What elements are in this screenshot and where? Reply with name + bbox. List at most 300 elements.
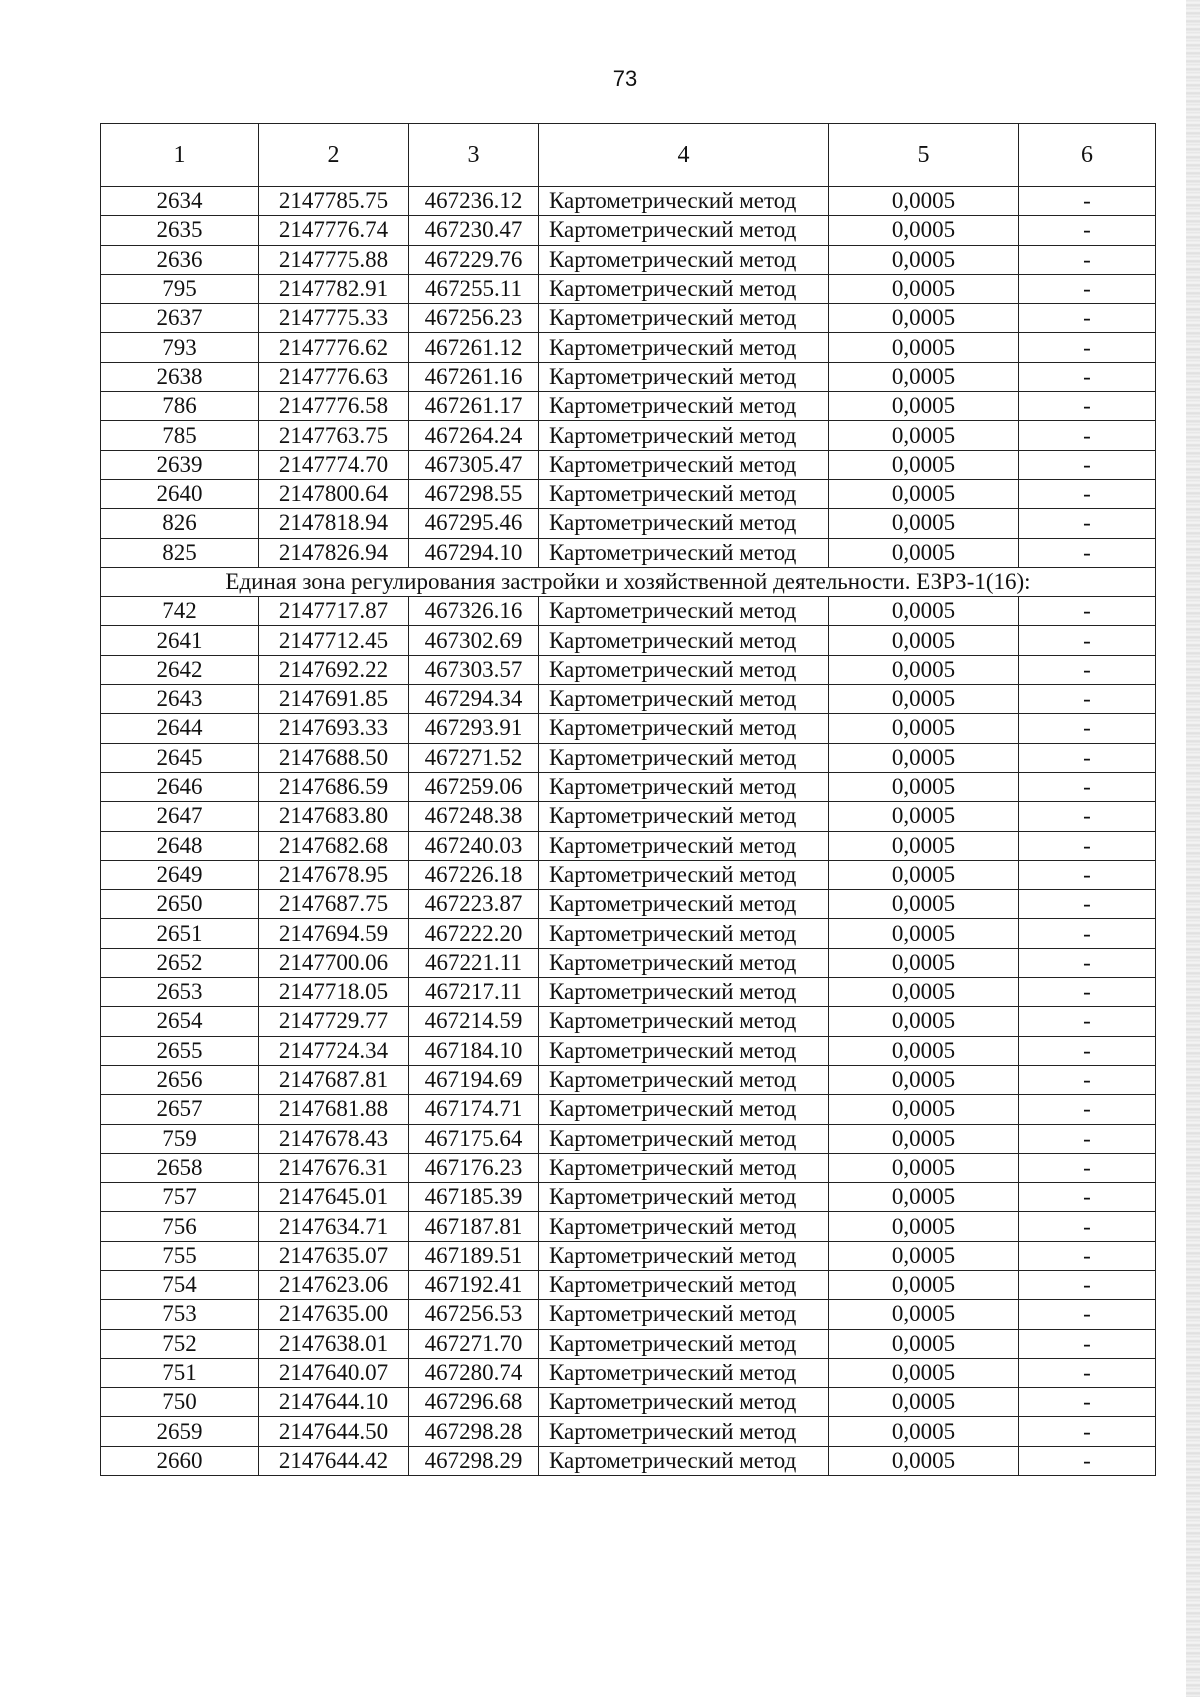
note-cell: -: [1019, 392, 1156, 421]
method-cell: Картометрический метод: [539, 597, 829, 626]
note-cell: -: [1019, 1270, 1156, 1299]
table-row: [101, 1007, 1156, 1036]
accuracy-cell: 0,0005: [829, 1153, 1019, 1182]
accuracy-cell: 0,0005: [829, 1065, 1019, 1094]
x-coordinate-cell: 2147774.70: [259, 450, 409, 479]
x-coordinate-cell: 2147645.01: [259, 1183, 409, 1212]
note-cell: -: [1019, 479, 1156, 508]
x-coordinate-cell: 2147724.34: [259, 1036, 409, 1065]
note-cell: -: [1019, 1241, 1156, 1270]
section-heading: Единая зона регулирования застройки и хозяйственной деятельности. ЕЗРЗ-1(16):: [101, 567, 1156, 596]
column-header: 4: [539, 124, 829, 187]
accuracy-cell: 0,0005: [829, 274, 1019, 303]
x-coordinate-cell: 2147681.88: [259, 1095, 409, 1124]
method-cell: Картометрический метод: [539, 1358, 829, 1387]
x-coordinate-cell: 2147775.88: [259, 245, 409, 274]
table-row: [101, 216, 1156, 245]
y-coordinate-cell: 467221.11: [409, 948, 539, 977]
note-cell: -: [1019, 919, 1156, 948]
table-row: [101, 890, 1156, 919]
point-number-cell: 2659: [101, 1417, 259, 1446]
accuracy-cell: 0,0005: [829, 245, 1019, 274]
x-coordinate-cell: 2147691.85: [259, 685, 409, 714]
y-coordinate-cell: 467184.10: [409, 1036, 539, 1065]
y-coordinate-cell: 467214.59: [409, 1007, 539, 1036]
table-row: [101, 1036, 1156, 1065]
y-coordinate-cell: 467175.64: [409, 1124, 539, 1153]
accuracy-cell: 0,0005: [829, 772, 1019, 801]
point-number-cell: 2641: [101, 626, 259, 655]
method-cell: Картометрический метод: [539, 1388, 829, 1417]
accuracy-cell: 0,0005: [829, 978, 1019, 1007]
point-number-cell: 2643: [101, 685, 259, 714]
table-row: [101, 802, 1156, 831]
accuracy-cell: 0,0005: [829, 1329, 1019, 1358]
accuracy-cell: 0,0005: [829, 362, 1019, 391]
point-number-cell: 2657: [101, 1095, 259, 1124]
accuracy-cell: 0,0005: [829, 626, 1019, 655]
point-number-cell: 755: [101, 1241, 259, 1270]
note-cell: -: [1019, 890, 1156, 919]
y-coordinate-cell: 467223.87: [409, 890, 539, 919]
table-row: [101, 743, 1156, 772]
point-number-cell: 2635: [101, 216, 259, 245]
table-row: [101, 509, 1156, 538]
y-coordinate-cell: 467280.74: [409, 1358, 539, 1387]
x-coordinate-cell: 2147635.07: [259, 1241, 409, 1270]
table-row: [101, 919, 1156, 948]
accuracy-cell: 0,0005: [829, 421, 1019, 450]
point-number-cell: 2634: [101, 187, 259, 216]
x-coordinate-cell: 2147644.50: [259, 1417, 409, 1446]
point-number-cell: 754: [101, 1270, 259, 1299]
table-row: [101, 597, 1156, 626]
accuracy-cell: 0,0005: [829, 1358, 1019, 1387]
accuracy-cell: 0,0005: [829, 919, 1019, 948]
y-coordinate-cell: 467189.51: [409, 1241, 539, 1270]
accuracy-cell: 0,0005: [829, 597, 1019, 626]
accuracy-cell: 0,0005: [829, 509, 1019, 538]
x-coordinate-cell: 2147800.64: [259, 479, 409, 508]
accuracy-cell: 0,0005: [829, 392, 1019, 421]
point-number-cell: 750: [101, 1388, 259, 1417]
y-coordinate-cell: 467226.18: [409, 860, 539, 889]
note-cell: -: [1019, 597, 1156, 626]
note-cell: -: [1019, 1388, 1156, 1417]
note-cell: -: [1019, 538, 1156, 567]
y-coordinate-cell: 467187.81: [409, 1212, 539, 1241]
method-cell: Картометрический метод: [539, 392, 829, 421]
method-cell: Картометрический метод: [539, 1300, 829, 1329]
accuracy-cell: 0,0005: [829, 802, 1019, 831]
x-coordinate-cell: 2147693.33: [259, 714, 409, 743]
point-number-cell: 2654: [101, 1007, 259, 1036]
table-row: [101, 1095, 1156, 1124]
x-coordinate-cell: 2147692.22: [259, 655, 409, 684]
y-coordinate-cell: 467261.17: [409, 392, 539, 421]
note-cell: -: [1019, 1153, 1156, 1182]
method-cell: Картометрический метод: [539, 1183, 829, 1212]
method-cell: Картометрический метод: [539, 450, 829, 479]
point-number-cell: 2647: [101, 802, 259, 831]
point-number-cell: 2639: [101, 450, 259, 479]
point-number-cell: 753: [101, 1300, 259, 1329]
method-cell: Картометрический метод: [539, 479, 829, 508]
point-number-cell: 786: [101, 392, 259, 421]
accuracy-cell: 0,0005: [829, 450, 1019, 479]
x-coordinate-cell: 2147712.45: [259, 626, 409, 655]
method-cell: Картометрический метод: [539, 216, 829, 245]
note-cell: -: [1019, 1446, 1156, 1475]
note-cell: -: [1019, 187, 1156, 216]
table-row: [101, 714, 1156, 743]
method-cell: Картометрический метод: [539, 1007, 829, 1036]
note-cell: -: [1019, 1300, 1156, 1329]
y-coordinate-cell: 467294.34: [409, 685, 539, 714]
table-body-bottom: [101, 597, 1156, 1476]
method-cell: Картометрический метод: [539, 274, 829, 303]
note-cell: -: [1019, 1329, 1156, 1358]
point-number-cell: 2646: [101, 772, 259, 801]
table-body-top: [101, 187, 1156, 568]
y-coordinate-cell: 467305.47: [409, 450, 539, 479]
point-number-cell: 751: [101, 1358, 259, 1387]
y-coordinate-cell: 467192.41: [409, 1270, 539, 1299]
note-cell: -: [1019, 948, 1156, 977]
table-row: [101, 1241, 1156, 1270]
accuracy-cell: 0,0005: [829, 1270, 1019, 1299]
note-cell: -: [1019, 1358, 1156, 1387]
x-coordinate-cell: 2147686.59: [259, 772, 409, 801]
table-row: [101, 948, 1156, 977]
table-row: [101, 1153, 1156, 1182]
point-number-cell: 2642: [101, 655, 259, 684]
method-cell: Картометрический метод: [539, 743, 829, 772]
x-coordinate-cell: 2147776.74: [259, 216, 409, 245]
accuracy-cell: 0,0005: [829, 1241, 1019, 1270]
note-cell: -: [1019, 831, 1156, 860]
accuracy-cell: 0,0005: [829, 333, 1019, 362]
x-coordinate-cell: 2147775.33: [259, 304, 409, 333]
note-cell: -: [1019, 362, 1156, 391]
point-number-cell: 2656: [101, 1065, 259, 1094]
method-cell: Картометрический метод: [539, 919, 829, 948]
method-cell: Картометрический метод: [539, 333, 829, 362]
note-cell: -: [1019, 274, 1156, 303]
method-cell: Картометрический метод: [539, 1417, 829, 1446]
point-number-cell: 2652: [101, 948, 259, 977]
table-row: [101, 1065, 1156, 1094]
y-coordinate-cell: 467264.24: [409, 421, 539, 450]
method-cell: Картометрический метод: [539, 1212, 829, 1241]
method-cell: Картометрический метод: [539, 802, 829, 831]
header-row: [101, 124, 1156, 187]
y-coordinate-cell: 467256.53: [409, 1300, 539, 1329]
accuracy-cell: 0,0005: [829, 685, 1019, 714]
note-cell: -: [1019, 978, 1156, 1007]
note-cell: -: [1019, 333, 1156, 362]
table-row: [101, 362, 1156, 391]
method-cell: Картометрический метод: [539, 187, 829, 216]
method-cell: Картометрический метод: [539, 1329, 829, 1358]
table-row: [101, 860, 1156, 889]
coordinates-table: [100, 123, 1156, 1476]
x-coordinate-cell: 2147644.10: [259, 1388, 409, 1417]
accuracy-cell: 0,0005: [829, 948, 1019, 977]
y-coordinate-cell: 467296.68: [409, 1388, 539, 1417]
note-cell: -: [1019, 772, 1156, 801]
column-header: 5: [829, 124, 1019, 187]
accuracy-cell: 0,0005: [829, 1036, 1019, 1065]
page-number: 73: [612, 66, 638, 91]
section-heading-body: [101, 567, 1156, 596]
method-cell: Картометрический метод: [539, 978, 829, 1007]
note-cell: -: [1019, 743, 1156, 772]
table-row: [101, 333, 1156, 362]
method-cell: Картометрический метод: [539, 948, 829, 977]
point-number-cell: 2655: [101, 1036, 259, 1065]
accuracy-cell: 0,0005: [829, 714, 1019, 743]
method-cell: Картометрический метод: [539, 362, 829, 391]
x-coordinate-cell: 2147635.00: [259, 1300, 409, 1329]
accuracy-cell: 0,0005: [829, 1417, 1019, 1446]
table-row: [101, 187, 1156, 216]
y-coordinate-cell: 467256.23: [409, 304, 539, 333]
y-coordinate-cell: 467293.91: [409, 714, 539, 743]
x-coordinate-cell: 2147776.62: [259, 333, 409, 362]
point-number-cell: 825: [101, 538, 259, 567]
accuracy-cell: 0,0005: [829, 1300, 1019, 1329]
note-cell: -: [1019, 860, 1156, 889]
point-number-cell: 2649: [101, 860, 259, 889]
point-number-cell: 795: [101, 274, 259, 303]
y-coordinate-cell: 467295.46: [409, 509, 539, 538]
point-number-cell: 2644: [101, 714, 259, 743]
accuracy-cell: 0,0005: [829, 1212, 1019, 1241]
scan-edge: [1186, 0, 1200, 1697]
column-header: 3: [409, 124, 539, 187]
note-cell: -: [1019, 1036, 1156, 1065]
x-coordinate-cell: 2147687.75: [259, 890, 409, 919]
table-row: [101, 1300, 1156, 1329]
point-number-cell: 2653: [101, 978, 259, 1007]
x-coordinate-cell: 2147634.71: [259, 1212, 409, 1241]
note-cell: -: [1019, 1124, 1156, 1153]
method-cell: Картометрический метод: [539, 1124, 829, 1153]
point-number-cell: 2637: [101, 304, 259, 333]
x-coordinate-cell: 2147776.63: [259, 362, 409, 391]
note-cell: -: [1019, 304, 1156, 333]
point-number-cell: 2658: [101, 1153, 259, 1182]
point-number-cell: 2648: [101, 831, 259, 860]
x-coordinate-cell: 2147694.59: [259, 919, 409, 948]
method-cell: Картометрический метод: [539, 1241, 829, 1270]
x-coordinate-cell: 2147644.42: [259, 1446, 409, 1475]
method-cell: Картометрический метод: [539, 655, 829, 684]
note-cell: -: [1019, 802, 1156, 831]
table-row: [101, 626, 1156, 655]
point-number-cell: 2636: [101, 245, 259, 274]
method-cell: Картометрический метод: [539, 685, 829, 714]
x-coordinate-cell: 2147700.06: [259, 948, 409, 977]
method-cell: Картометрический метод: [539, 304, 829, 333]
table-row: [101, 304, 1156, 333]
y-coordinate-cell: 467229.76: [409, 245, 539, 274]
point-number-cell: 752: [101, 1329, 259, 1358]
y-coordinate-cell: 467240.03: [409, 831, 539, 860]
y-coordinate-cell: 467303.57: [409, 655, 539, 684]
table-row: [101, 245, 1156, 274]
method-cell: Картометрический метод: [539, 509, 829, 538]
table-row: [101, 831, 1156, 860]
note-cell: -: [1019, 1065, 1156, 1094]
x-coordinate-cell: 2147678.95: [259, 860, 409, 889]
x-coordinate-cell: 2147687.81: [259, 1065, 409, 1094]
accuracy-cell: 0,0005: [829, 1007, 1019, 1036]
note-cell: -: [1019, 216, 1156, 245]
y-coordinate-cell: 467302.69: [409, 626, 539, 655]
x-coordinate-cell: 2147718.05: [259, 978, 409, 1007]
method-cell: Картометрический метод: [539, 714, 829, 743]
x-coordinate-cell: 2147826.94: [259, 538, 409, 567]
accuracy-cell: 0,0005: [829, 304, 1019, 333]
point-number-cell: 742: [101, 597, 259, 626]
method-cell: Картометрический метод: [539, 890, 829, 919]
point-number-cell: 2638: [101, 362, 259, 391]
y-coordinate-cell: 467298.28: [409, 1417, 539, 1446]
table-row: [101, 392, 1156, 421]
point-number-cell: 2640: [101, 479, 259, 508]
y-coordinate-cell: 467194.69: [409, 1065, 539, 1094]
accuracy-cell: 0,0005: [829, 538, 1019, 567]
y-coordinate-cell: 467271.70: [409, 1329, 539, 1358]
x-coordinate-cell: 2147623.06: [259, 1270, 409, 1299]
y-coordinate-cell: 467298.29: [409, 1446, 539, 1475]
method-cell: Картометрический метод: [539, 538, 829, 567]
note-cell: -: [1019, 714, 1156, 743]
y-coordinate-cell: 467261.12: [409, 333, 539, 362]
note-cell: -: [1019, 685, 1156, 714]
y-coordinate-cell: 467326.16: [409, 597, 539, 626]
x-coordinate-cell: 2147729.77: [259, 1007, 409, 1036]
note-cell: -: [1019, 450, 1156, 479]
table-row: [101, 1212, 1156, 1241]
method-cell: Картометрический метод: [539, 421, 829, 450]
table-row: [101, 450, 1156, 479]
table-row: [101, 1329, 1156, 1358]
table-row: [101, 479, 1156, 508]
method-cell: Картометрический метод: [539, 245, 829, 274]
method-cell: Картометрический метод: [539, 1036, 829, 1065]
table-row: [101, 1388, 1156, 1417]
x-coordinate-cell: 2147640.07: [259, 1358, 409, 1387]
point-number-cell: 785: [101, 421, 259, 450]
y-coordinate-cell: 467298.55: [409, 479, 539, 508]
point-number-cell: 826: [101, 509, 259, 538]
table-row: [101, 274, 1156, 303]
accuracy-cell: 0,0005: [829, 1124, 1019, 1153]
method-cell: Картометрический метод: [539, 1446, 829, 1475]
table-row: [101, 1270, 1156, 1299]
table-row: [101, 978, 1156, 1007]
point-number-cell: 793: [101, 333, 259, 362]
note-cell: -: [1019, 1417, 1156, 1446]
accuracy-cell: 0,0005: [829, 831, 1019, 860]
table-row: [101, 1124, 1156, 1153]
section-heading-row: [101, 567, 1156, 596]
y-coordinate-cell: 467271.52: [409, 743, 539, 772]
note-cell: -: [1019, 421, 1156, 450]
y-coordinate-cell: 467294.10: [409, 538, 539, 567]
table-row: [101, 772, 1156, 801]
accuracy-cell: 0,0005: [829, 743, 1019, 772]
note-cell: -: [1019, 509, 1156, 538]
x-coordinate-cell: 2147763.75: [259, 421, 409, 450]
accuracy-cell: 0,0005: [829, 1183, 1019, 1212]
y-coordinate-cell: 467230.47: [409, 216, 539, 245]
column-header: 1: [101, 124, 259, 187]
point-number-cell: 2645: [101, 743, 259, 772]
point-number-cell: 757: [101, 1183, 259, 1212]
column-header: 6: [1019, 124, 1156, 187]
method-cell: Картометрический метод: [539, 1153, 829, 1182]
table-row: [101, 1358, 1156, 1387]
y-coordinate-cell: 467236.12: [409, 187, 539, 216]
note-cell: -: [1019, 626, 1156, 655]
x-coordinate-cell: 2147678.43: [259, 1124, 409, 1153]
x-coordinate-cell: 2147688.50: [259, 743, 409, 772]
table-row: [101, 421, 1156, 450]
y-coordinate-cell: 467222.20: [409, 919, 539, 948]
x-coordinate-cell: 2147683.80: [259, 802, 409, 831]
accuracy-cell: 0,0005: [829, 655, 1019, 684]
table-row: [101, 538, 1156, 567]
accuracy-cell: 0,0005: [829, 890, 1019, 919]
point-number-cell: 759: [101, 1124, 259, 1153]
y-coordinate-cell: 467248.38: [409, 802, 539, 831]
y-coordinate-cell: 467185.39: [409, 1183, 539, 1212]
table-row: [101, 655, 1156, 684]
y-coordinate-cell: 467259.06: [409, 772, 539, 801]
x-coordinate-cell: 2147776.58: [259, 392, 409, 421]
accuracy-cell: 0,0005: [829, 1446, 1019, 1475]
table-row: [101, 1183, 1156, 1212]
note-cell: -: [1019, 1212, 1156, 1241]
note-cell: -: [1019, 1095, 1156, 1124]
method-cell: Картометрический метод: [539, 772, 829, 801]
point-number-cell: 2651: [101, 919, 259, 948]
x-coordinate-cell: 2147782.91: [259, 274, 409, 303]
accuracy-cell: 0,0005: [829, 860, 1019, 889]
y-coordinate-cell: 467176.23: [409, 1153, 539, 1182]
accuracy-cell: 0,0005: [829, 1095, 1019, 1124]
y-coordinate-cell: 467261.16: [409, 362, 539, 391]
note-cell: -: [1019, 245, 1156, 274]
y-coordinate-cell: 467217.11: [409, 978, 539, 1007]
method-cell: Картометрический метод: [539, 831, 829, 860]
point-number-cell: 2650: [101, 890, 259, 919]
x-coordinate-cell: 2147717.87: [259, 597, 409, 626]
table-row: [101, 1446, 1156, 1475]
accuracy-cell: 0,0005: [829, 187, 1019, 216]
x-coordinate-cell: 2147638.01: [259, 1329, 409, 1358]
x-coordinate-cell: 2147682.68: [259, 831, 409, 860]
point-number-cell: 756: [101, 1212, 259, 1241]
note-cell: -: [1019, 655, 1156, 684]
accuracy-cell: 0,0005: [829, 216, 1019, 245]
method-cell: Картометрический метод: [539, 1095, 829, 1124]
note-cell: -: [1019, 1183, 1156, 1212]
